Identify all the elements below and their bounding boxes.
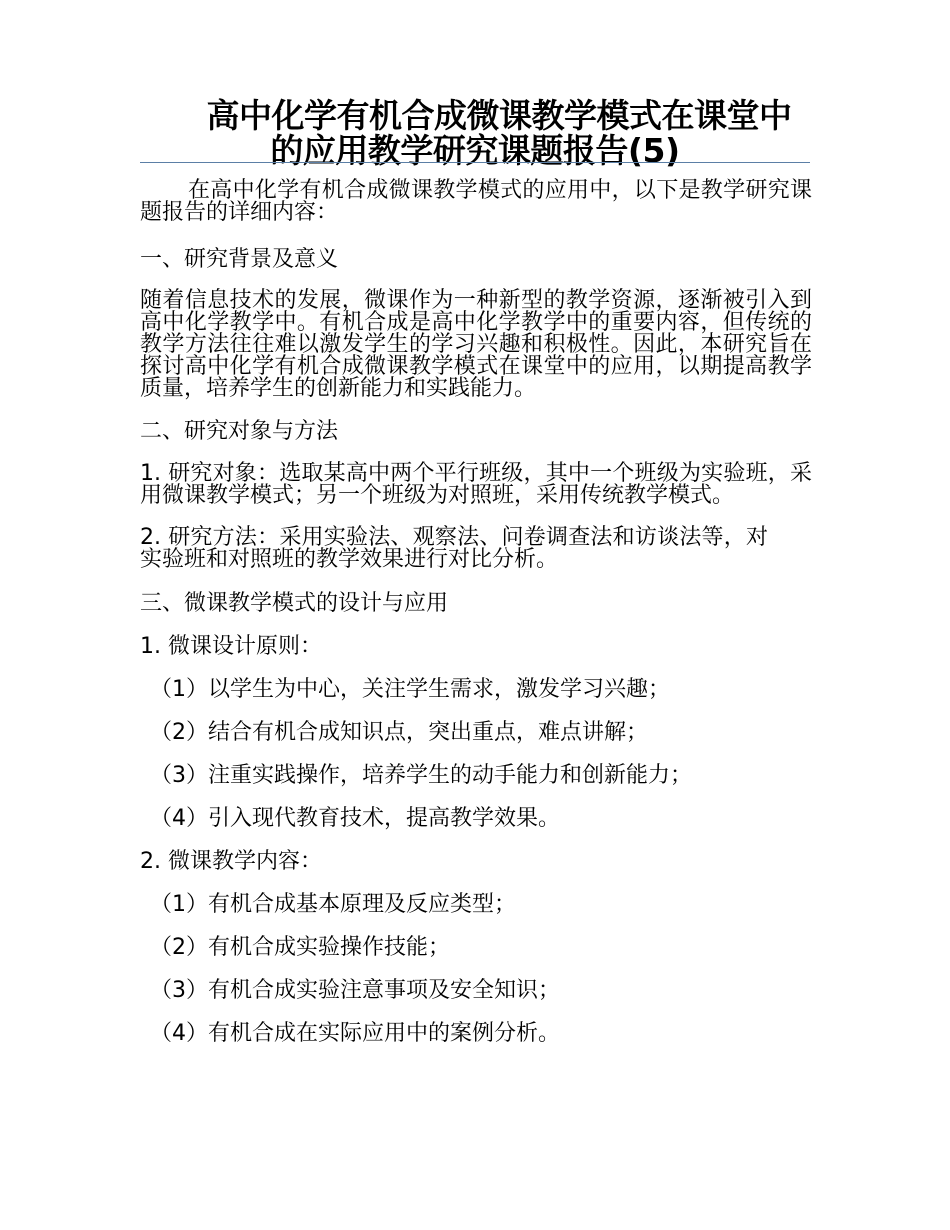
- section-heading-background: 一、研究背景及意义: [140, 247, 339, 272]
- title-underline: [140, 162, 810, 163]
- section-heading-method: 二、研究对象与方法: [140, 419, 339, 444]
- background-paragraph: 随着信息技术的发展，微课作为一种新型的教学资源，逐渐被引入到高中化学教学中。有机合成是高中化学教学中的重要内容，但传统的教学方法往往难以激发学生的学习兴趣和积极性。因此，本研究旨在探讨高中化学有机合成微课教学模式在课堂中的应用，以期提高教学质量，培养学生的创新能力和实践能力。: [140, 288, 812, 401]
- list-item: （4）有机合成在实际应用中的案例分析。: [150, 1021, 560, 1046]
- teaching-content-heading: 2. 微课教学内容：: [140, 849, 322, 874]
- design-principles-heading: 1. 微课设计原则：: [140, 634, 322, 659]
- title-line-2: 的应用教学研究课题报告(5): [270, 131, 680, 170]
- list-item: （3）有机合成实验注意事项及安全知识；: [150, 978, 560, 1003]
- list-item: （1）以学生为中心，关注学生需求，激发学习兴趣；: [150, 677, 670, 702]
- document-body: [140, 180, 812, 1045]
- research-method-paragraph: 2. 研究方法：采用实验法、观察法、问卷调查法和访谈法等，对实验班和对照班的教学效果进行对比分析。: [140, 525, 768, 572]
- list-item: （4）引入现代教育技术，提高教学效果。: [150, 806, 560, 831]
- list-item: （3）注重实践操作，培养学生的动手能力和创新能力；: [150, 763, 692, 788]
- section-heading-design: 三、微课教学模式的设计与应用: [140, 591, 449, 616]
- title-line-1: 高中化学有机合成微课教学模式在课堂中: [206, 96, 792, 135]
- intro-paragraph: 在高中化学有机合成微课教学模式的应用中，以下是教学研究课题报告的详细内容：: [140, 178, 812, 225]
- research-subject-paragraph: 1. 研究对象：选取某高中两个平行班级，其中一个班级为实验班，采用微课教学模式；另一个班级为对照班，采用传统教学模式。: [140, 461, 812, 508]
- list-item: （2）有机合成实验操作技能；: [150, 935, 450, 960]
- page-title: [140, 98, 810, 168]
- list-item: （2）结合有机合成知识点，突出重点，难点讲解；: [150, 720, 648, 745]
- list-item: （1）有机合成基本原理及反应类型；: [150, 892, 516, 917]
